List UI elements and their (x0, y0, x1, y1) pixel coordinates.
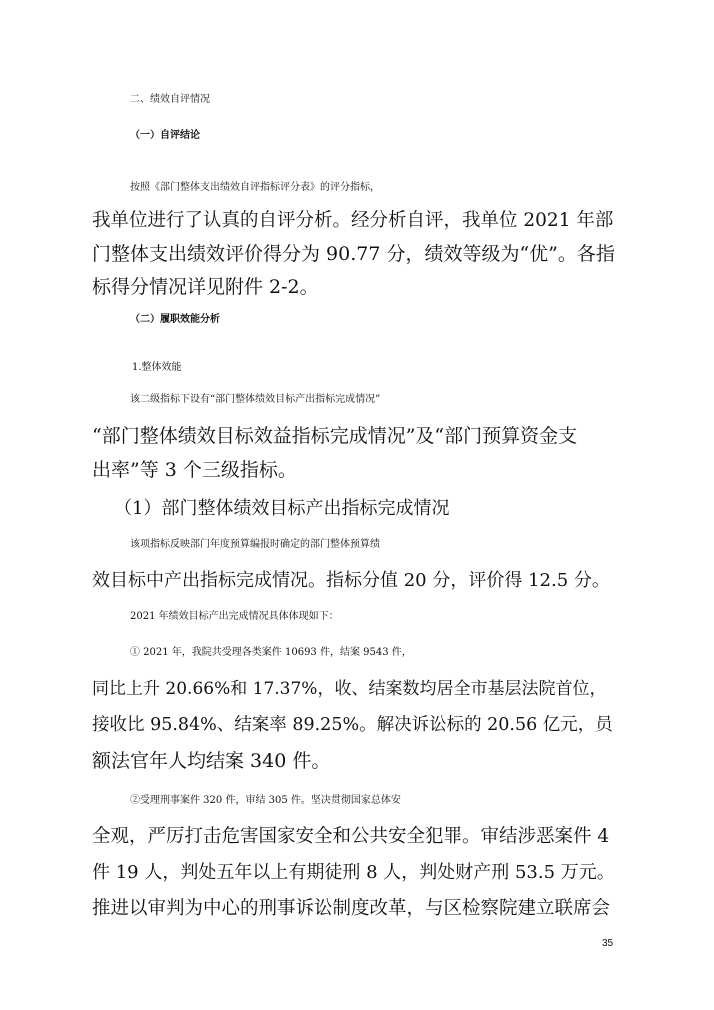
section-title: 二、绩效自评情况 (130, 94, 210, 105)
paragraph-line: ②受理刑事案件 320 件，审结 305 件。坚决贯彻国家总体安 (130, 795, 401, 806)
paragraph-line: 推进以审判为中心的刑事诉讼制度改革，与区检察院建立联席会 (92, 898, 611, 919)
paragraph-line: 该项指标反映部门年度预算编报时确定的部门整体预算绩 (130, 539, 380, 550)
sub2-heading: （二）履职效能分析 (130, 314, 220, 325)
paragraph-line: 额法官年人均结案 340 件。 (92, 750, 331, 772)
paragraph-line: 全观，严厉打击危害国家安全和公共安全犯罪。审结涉恶案件 4 (92, 826, 610, 847)
paragraph-line: ① 2021 年，我院共受理各类案件 10693 件，结案 9543 件， (130, 647, 412, 658)
paragraph-line: 门整体支出绩效评价得分为 90.77 分，绩效等级为“优”。各指 (92, 243, 615, 265)
sub1-heading: （一）自评结论 (130, 130, 200, 141)
paragraph-line: 件 19 人，判处五年以上有期徒刑 8 人，判处财产刑 53.5 万元。 (92, 862, 615, 883)
paragraph-line: 按照《部门整体支出绩效自评指标评分表》的评分指标， (130, 182, 380, 193)
paragraph-line: 同比上升 20.66%和 17.37%，收、结案数均居全市基层法院首位， (92, 679, 607, 699)
item-title: 1.整体效能 (132, 362, 182, 373)
paragraph-line: 出率”等 3 个三级指标。 (92, 459, 297, 481)
paragraph-line: 接收比 95.84%、结案率 89.25%。解决诉讼标的 20.56 亿元，员 (92, 715, 613, 735)
paragraph-line: “部门整体绩效目标效益指标完成情况”及“部门预算资金支 (92, 425, 578, 447)
page-number: 35 (602, 938, 614, 949)
paragraph-line: 我单位进行了认真的自评分析。经分析自评，我单位 2021 年部 (92, 210, 614, 231)
paragraph-line: 该二级指标下设有“部门整体绩效目标产出指标完成情况” (130, 394, 381, 405)
paragraph-line: 标得分情况详见附件 2-2。 (92, 276, 319, 298)
paragraph-line: 效目标中产出指标完成情况。指标分值 20 分，评价得 12.5 分。 (92, 570, 610, 591)
subitem-title: （1）部门整体绩效目标产出指标完成情况 (114, 498, 450, 519)
paragraph-line: 2021 年绩效目标产出完成情况具体体现如下： (130, 611, 339, 622)
